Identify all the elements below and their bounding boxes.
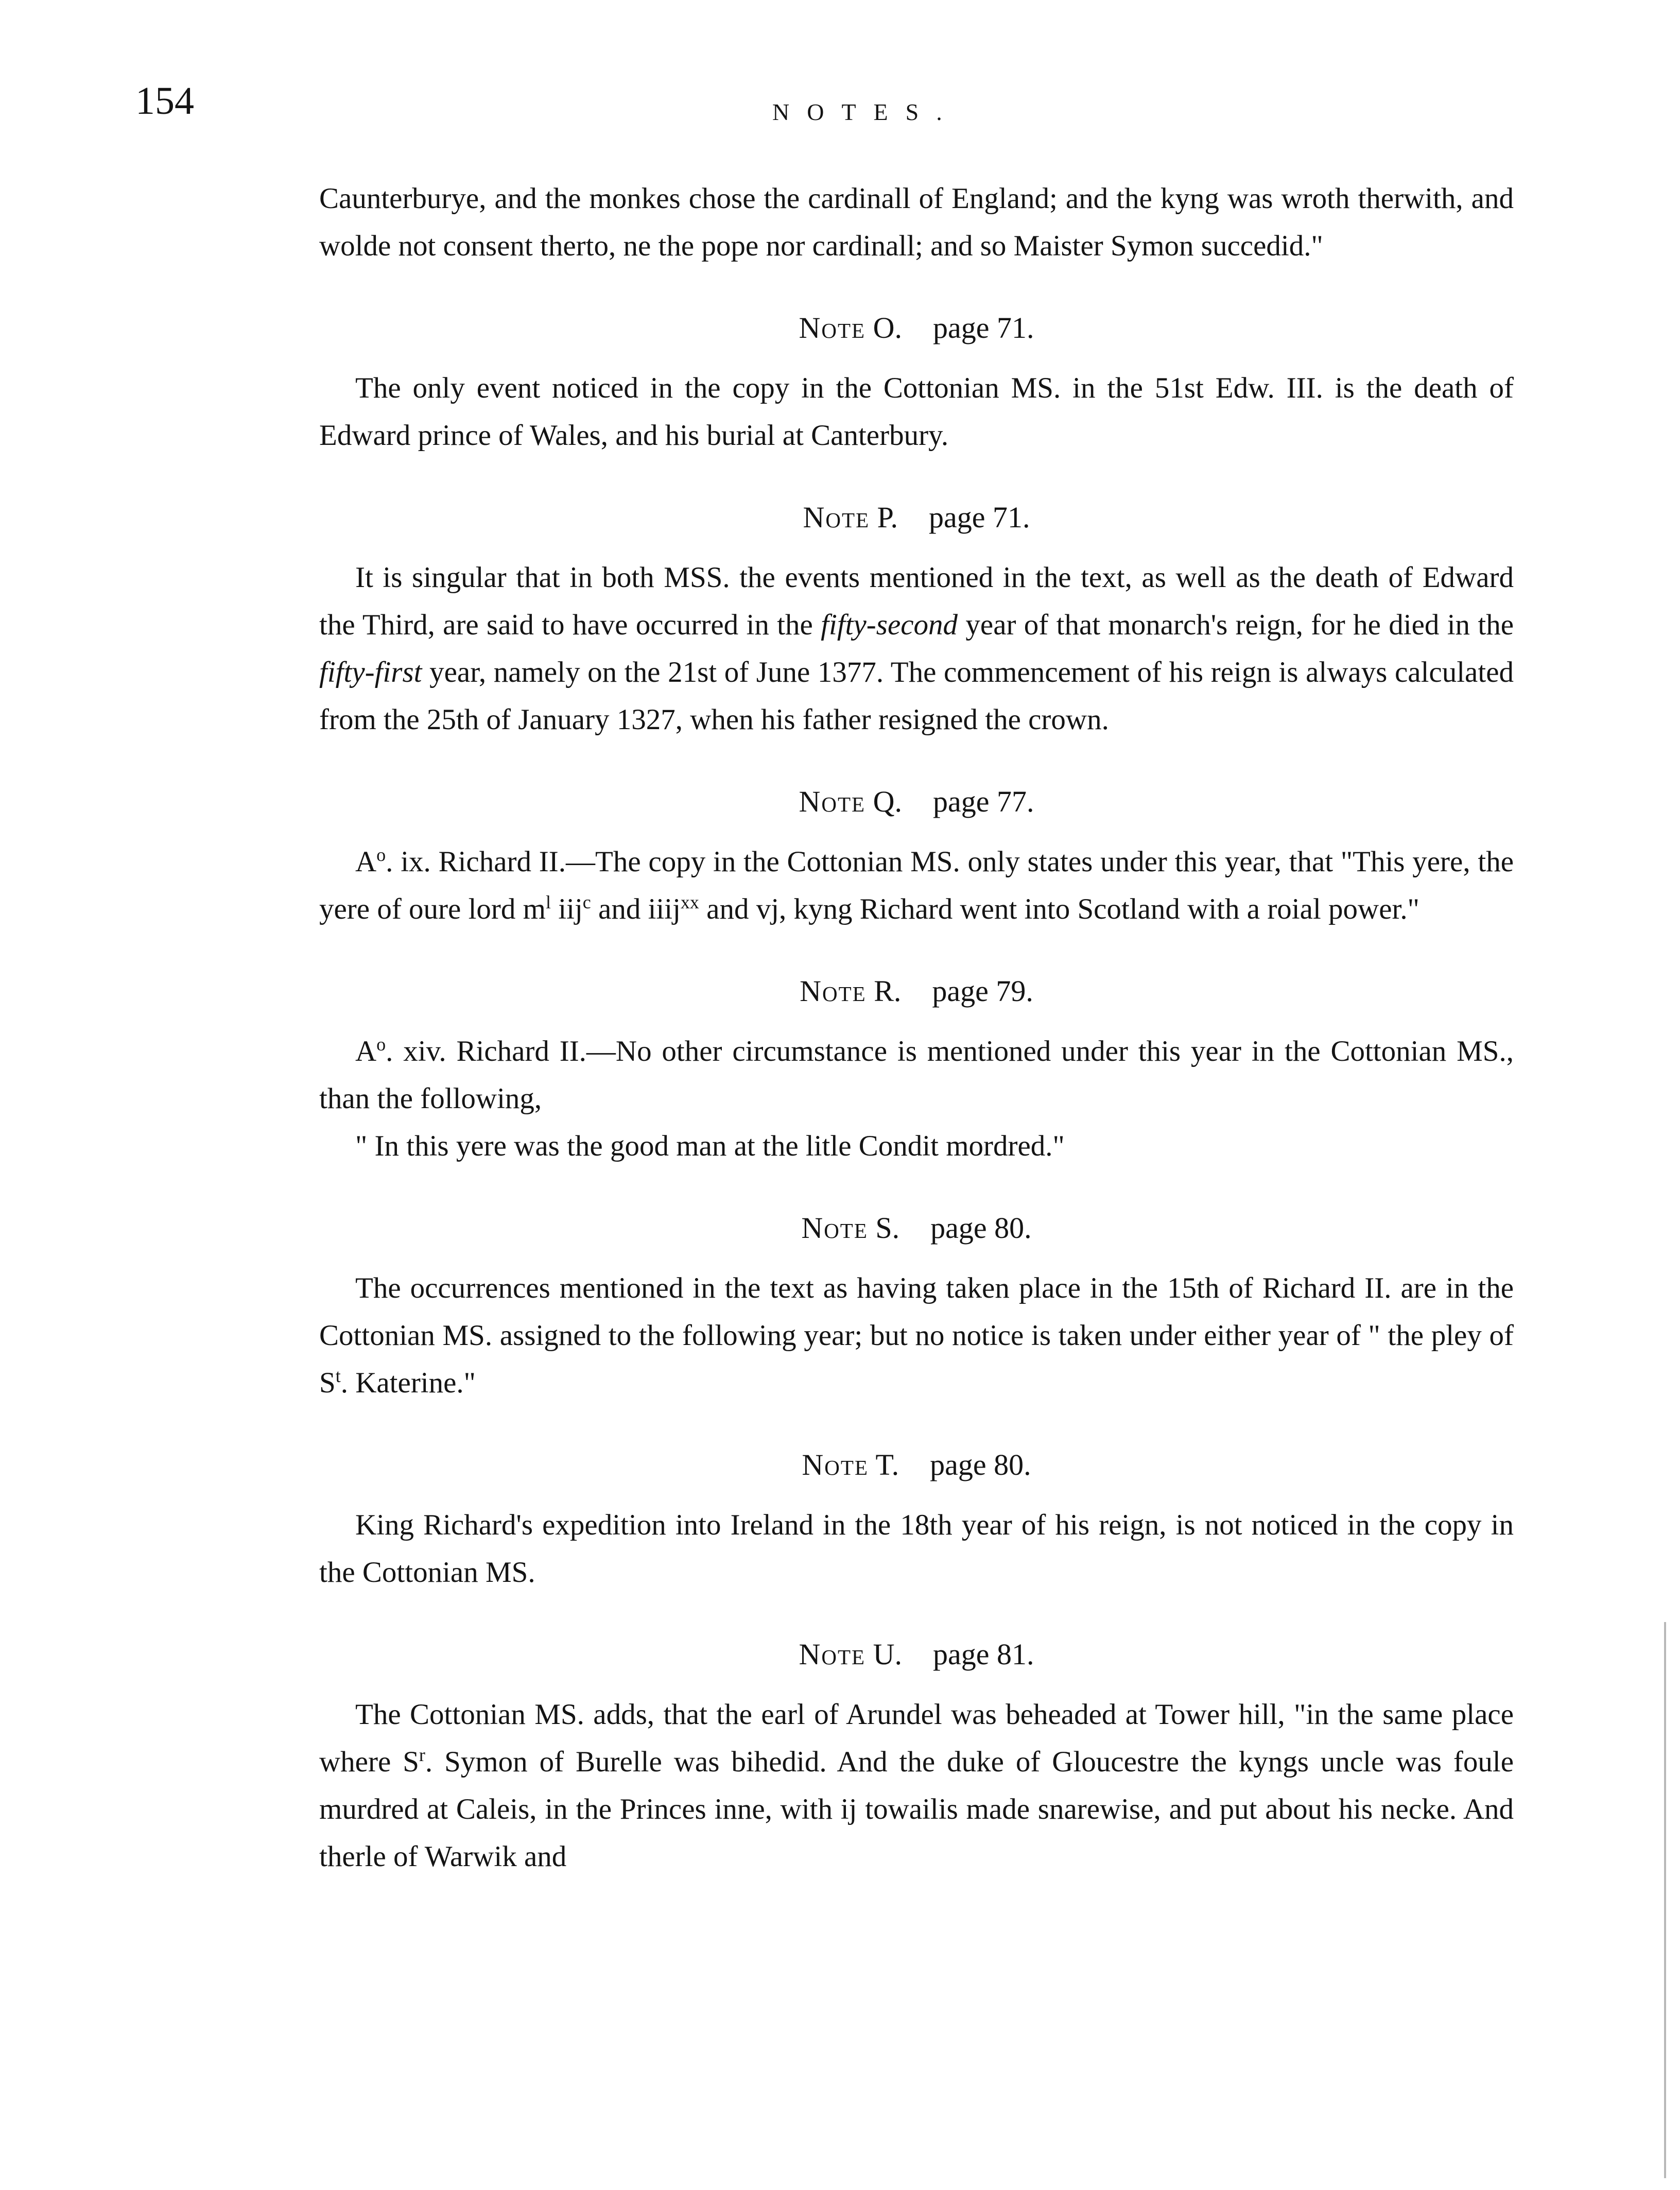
note-p-text xyxy=(319,554,1514,744)
note-o-text: The only event noticed in the copy in the Cottonian MS. in the 51st Edw. III. is the death of Edward prince of Wales, and his burial at Canterbury. xyxy=(319,372,1514,452)
note-q-letter: Q. xyxy=(873,785,902,818)
note-u-heading xyxy=(319,1636,1514,1672)
note-p-emph-b: fifty-first xyxy=(319,656,422,688)
note-p-label: Note xyxy=(803,501,870,534)
note-p-text-b: year of that monarch's reign, for he died in the xyxy=(958,609,1514,641)
note-s-heading xyxy=(319,1210,1514,1246)
note-o-heading xyxy=(319,310,1514,346)
note-p-emph-a: fifty-second xyxy=(821,609,958,641)
running-head: NOTES. xyxy=(772,99,960,125)
note-o-letter: O. xyxy=(873,311,902,344)
note-q-text-d: and iiij xyxy=(591,893,681,925)
note-t-letter: T. xyxy=(875,1448,899,1481)
note-s-text-b: . Katerine." xyxy=(340,1367,476,1399)
note-s-sup-a: t xyxy=(335,1366,341,1386)
page-number: 154 xyxy=(135,79,194,123)
note-r-sup-a: o xyxy=(376,1034,386,1055)
page-body xyxy=(319,175,1514,1881)
note-r-text-a: A xyxy=(355,1035,377,1067)
note-q-text-e: and vj, kyng Richard went into Scotland with a roial power." xyxy=(699,893,1419,925)
note-q-sup-c: c xyxy=(582,892,591,912)
note-u-sup-a: r xyxy=(419,1745,425,1765)
note-s-text xyxy=(319,1265,1514,1407)
note-q-text-a: A xyxy=(355,846,377,878)
note-u-text-a: The Cottonian MS. adds, that the earl of Arundel was beheaded at Tower hill, "in the same place where S xyxy=(319,1698,1514,1778)
note-p-heading xyxy=(319,499,1514,536)
note-u-label: Note xyxy=(799,1637,866,1671)
note-q-text-c: iij xyxy=(551,893,583,925)
note-s-text-a: The occurrences mentioned in the text as having taken place in the 15th of Richard II. are in the Cottonian MS. assigned to the following year; but no notice is taken under either year of " the pley of S xyxy=(319,1272,1514,1399)
note-u-letter: U. xyxy=(873,1637,902,1671)
note-p-page-ref: page 71. xyxy=(928,501,1030,534)
note-p-text-a: It is singular that in both MSS. the events mentioned in the text, as well as the death of Edward the Third, are said to have occurred in the xyxy=(319,561,1514,641)
note-q-heading xyxy=(319,784,1514,820)
note-q-sup-b: l xyxy=(546,892,551,912)
note-t-heading xyxy=(319,1447,1514,1483)
note-t-page-ref: page 80. xyxy=(930,1448,1031,1481)
note-q-text xyxy=(319,838,1514,933)
note-r-text xyxy=(319,1028,1514,1123)
note-r-text-b: . xiv. Richard II.—No other circumstance is mentioned under this year in the Cottonian MS., than the following, xyxy=(319,1035,1514,1115)
note-s-page-ref: page 80. xyxy=(930,1211,1032,1245)
note-s-letter: S. xyxy=(875,1211,900,1245)
note-u-text xyxy=(319,1691,1514,1881)
note-q-sup-d: xx xyxy=(680,892,699,912)
note-r-page-ref: page 79. xyxy=(932,974,1033,1008)
note-u-text-b: . Symon of Burelle was bihedid. And the duke of Gloucestre the kyngs uncle was foule murdred at Caleis, in the Princes inne, with ij towailis made snarewise, and put about his necke. And therle of Warwik and xyxy=(319,1746,1514,1873)
note-q-page-ref: page 77. xyxy=(932,785,1034,818)
note-t-label: Note xyxy=(802,1448,869,1481)
note-s-label: Note xyxy=(801,1211,868,1245)
note-r-letter: R. xyxy=(874,974,902,1008)
note-q-text-b: . ix. Richard II.—The copy in the Cottonian MS. only states under this year, that "This yere, the yere of oure lord m xyxy=(319,846,1514,925)
note-p-letter: P. xyxy=(877,501,898,534)
note-p-text-c: year, namely on the 21st of June 1377. The commencement of his reign is always calculated from the 25th of January 1327, when his father resigned the crown. xyxy=(319,656,1514,736)
note-u-page-ref: page 81. xyxy=(932,1637,1034,1671)
note-q-sup-a: o xyxy=(376,844,386,865)
note-r-quote: " In this yere was the good man at the litle Condit mordred." xyxy=(355,1130,1065,1162)
note-q-label: Note xyxy=(799,785,866,818)
scan-edge-mark xyxy=(1664,1622,1666,2178)
note-r-heading xyxy=(319,973,1514,1009)
opening-paragraph: Caunterburye, and the monkes chose the cardinall of England; and the kyng was wroth therwith, and wolde not consent therto, ne the pope nor cardinall; and so Maister Symon succedid." xyxy=(319,182,1514,262)
note-t-text: King Richard's expedition into Ireland in the 18th year of his reign, is not noticed in the copy in the Cottonian MS. xyxy=(319,1509,1514,1589)
note-o-label: Note xyxy=(799,311,866,344)
note-r-label: Note xyxy=(800,974,867,1008)
note-o-page-ref: page 71. xyxy=(932,311,1034,344)
